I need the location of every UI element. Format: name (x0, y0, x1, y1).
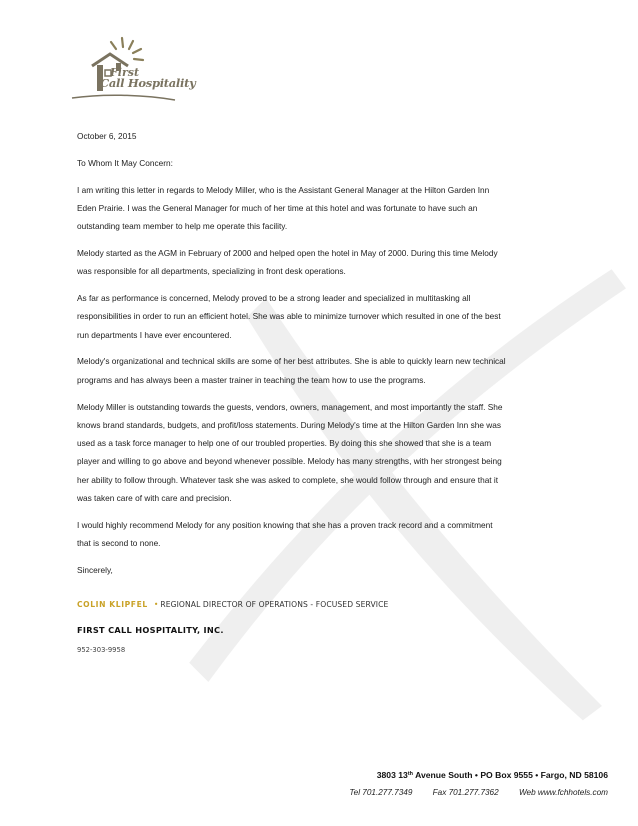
signature-bullet: • (153, 600, 159, 609)
letter-paragraph-5-line-2: knows brand standards, budgets, and profit/loss statements. During Melody's time at the Hilton Garden Inn she was (77, 419, 502, 430)
footer-address-rest: Avenue South • PO Box 9555 • Fargo, ND 58106 (413, 770, 608, 780)
letter-date: October 6, 2015 (77, 131, 137, 141)
footer-contact (349, 788, 608, 797)
footer-tel: Tel 701.277.7349 (349, 788, 413, 797)
footer-address (377, 770, 608, 780)
signature-title: REGIONAL DIRECTOR OF OPERATIONS - FOCUSED SERVICE (160, 600, 389, 609)
letter-paragraph-1-line-2: Eden Prairie. I was the General Manager for much of her time at this hotel and was fortunate to have such an (77, 202, 478, 213)
letter-paragraph-3-line-2: responsibilities in order to run an efficient hotel. She was able to minimize turnover which resulted in one of the best (77, 311, 501, 322)
letter-paragraph-4-line-1: Melody's organizational and technical skills are some of her best attributes. She is able to quickly learn new technical (77, 356, 506, 367)
letter-salutation: To Whom It May Concern: (77, 157, 173, 168)
letter-paragraph-6-line-1: I would highly recommend Melody for any position knowing that she has a proven track record and a commitment (77, 519, 493, 530)
footer-address-sup: th (407, 771, 414, 777)
signature-phone: 952-303-9958 (77, 646, 126, 654)
letter-paragraph-3-line-1: As far as performance is concerned, Melody proved to be a strong leader and specialized in multitasking all (77, 293, 471, 304)
letter-paragraph-5-line-3: used as a task force manager to help one of our troubled properties. By doing this she showed that she is a team (77, 438, 492, 449)
letter-paragraph-4-line-2: programs and has always been a master trainer in teaching the team how to use the programs. (77, 374, 426, 385)
letter-paragraph-5-line-1: Melody Miller is outstanding towards the guests, vendors, owners, management, and most importantly the staff. She (77, 401, 503, 412)
signature-name: COLIN KLIPFEL (77, 600, 148, 609)
company-name: FIRST CALL HOSPITALITY, INC. (77, 625, 224, 635)
letter-paragraph-3-line-3: run departments I have ever encountered. (77, 329, 232, 340)
letter-paragraph-6-line-2: that is second to none. (77, 538, 161, 549)
letter-paragraph-1-line-1: I am writing this letter in regards to Melody Miller, who is the Assistant General Manager at the Hilton Garden Inn (77, 184, 490, 195)
letter-paragraph-5-line-4: player and willing to go above and beyond whenever possible. Melody has many strengths, with her strongest being (77, 456, 502, 467)
footer-fax: Fax 701.277.7362 (432, 788, 499, 797)
letter-body (77, 127, 569, 579)
letter-paragraph-2-line-2: was responsible for all departments, specializing in front desk operations. (77, 266, 346, 277)
letter-paragraph-2-line-1: Melody started as the AGM in February of 2000 and helped open the hotel in May of 2000. During this time Melody (77, 247, 498, 258)
footer-web: Web www.fchhotels.com (518, 788, 608, 797)
signature-line (77, 600, 388, 610)
letter-paragraph-5-line-5: her ability to follow through. Whatever task she was asked to complete, she would follow through and ensure that it (77, 474, 499, 485)
logo-text-first: First (110, 66, 140, 79)
letter-paragraph-5-line-6: was taken care of with care and precision. (77, 493, 232, 504)
logo-text-call-hospitality: Call Hospitality (100, 76, 196, 90)
footer-address-prefix: 3803 13 (376, 770, 408, 780)
letter-paragraph-1-line-3: outstanding team member to help me operate this facility. (77, 221, 288, 232)
letter-closing: Sincerely, (77, 564, 113, 575)
